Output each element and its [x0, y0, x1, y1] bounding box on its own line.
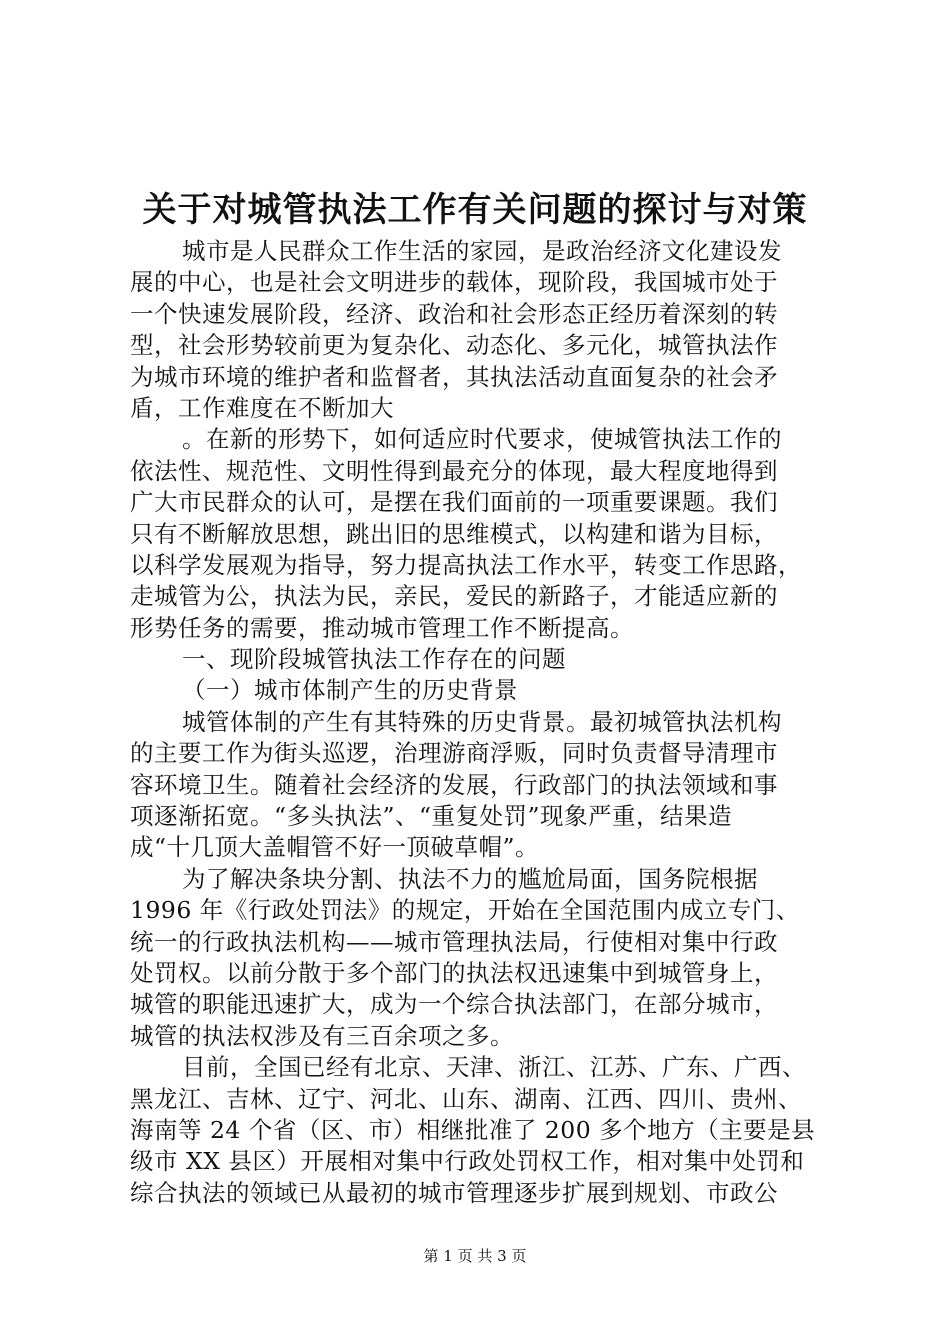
document-body — [130, 236, 830, 1209]
page-title: 关于对城管执法工作有关问题的探讨与对策 — [142, 190, 808, 230]
text-line: 展的中心，也是社会文明进步的载体，现阶段，我国城市处于 — [130, 268, 778, 297]
text-line: 级市 XX 县区）开展相对集中行政处罚权工作，相对集中处罚和 — [130, 1147, 805, 1176]
text-line: 成“十几顶大盖帽管不好一顶破草帽”。 — [130, 833, 540, 862]
text-line: 为了解决条块分割、执法不力的尴尬局面，国务院根据 — [182, 864, 758, 893]
text-line: 依法性、规范性、文明性得到最充分的体现，最大程度地得到 — [130, 456, 778, 485]
text-line: 型，社会形势较前更为复杂化、动态化、多元化，城管执法作 — [130, 331, 778, 360]
page-number: 第 1 页 共 3 页 — [423, 1247, 527, 1265]
text-line: 海南等 24 个省（区、市）相继批准了 200 多个地方（主要是县 — [130, 1115, 816, 1144]
text-line: 形势任务的需要，推动城市管理工作不断提高。 — [130, 613, 634, 642]
text-line: 以科学发展观为指导，努力提高执法工作水平，转变工作思路， — [130, 550, 802, 579]
text-line: 城管的职能迅速扩大，成为一个综合执法部门，在部分城市， — [130, 990, 778, 1019]
text-line: 盾，工作难度在不断加大 — [130, 393, 394, 422]
text-line: 目前，全国已经有北京、天津、浙江、江苏、广东、广西、 — [182, 1053, 806, 1082]
text-line: 一个快速发展阶段，经济、政治和社会形态正经历着深刻的转 — [130, 299, 778, 328]
text-line: 1996 年《行政处罚法》的规定，开始在全国范围内成立专门、 — [130, 896, 800, 925]
text-line: 走城管为公，执法为民，亲民，爱民的新路子，才能适应新的 — [130, 582, 778, 611]
text-line: （一）城市体制产生的历史背景 — [182, 676, 518, 705]
text-line: 统一的行政执法机构——城市管理执法局，行使相对集中行政 — [130, 927, 778, 956]
text-line: 城管的执法权涉及有三百余项之多。 — [130, 1021, 514, 1050]
text-line: 处罚权。以前分散于多个部门的执法权迅速集中到城管身上， — [130, 958, 778, 987]
text-line: 容环境卫生。随着社会经济的发展，行政部门的执法领域和事 — [130, 770, 778, 799]
text-line: 。在新的形势下，如何适应时代要求，使城管执法工作的 — [182, 425, 782, 454]
text-line: 只有不断解放思想，跳出旧的思维模式，以构建和谐为目标， — [130, 519, 778, 548]
text-line: 城市是人民群众工作生活的家园，是政治经济文化建设发 — [182, 237, 782, 265]
text-line: 项逐渐拓宽。“多头执法”、“重复处罚”现象严重，结果造 — [130, 802, 733, 831]
text-line: 广大市民群众的认可，是摆在我们面前的一项重要课题。我们 — [130, 488, 778, 517]
text-line: 综合执法的领域已从最初的城市管理逐步扩展到规划、市政公 — [130, 1178, 778, 1207]
text-line: 城管体制的产生有其特殊的历史背景。最初城管执法机构 — [182, 707, 782, 736]
text-line: 的主要工作为街头巡逻，治理游商浮贩，同时负责督导清理市 — [130, 739, 778, 768]
text-line: 为城市环境的维护者和监督者，其执法活动直面复杂的社会矛 — [130, 362, 778, 391]
text-line: 黑龙江、吉林、辽宁、河北、山东、湖南、江西、四川、贵州、 — [130, 1084, 802, 1113]
text-line: 一、现阶段城管执法工作存在的问题 — [182, 645, 566, 674]
